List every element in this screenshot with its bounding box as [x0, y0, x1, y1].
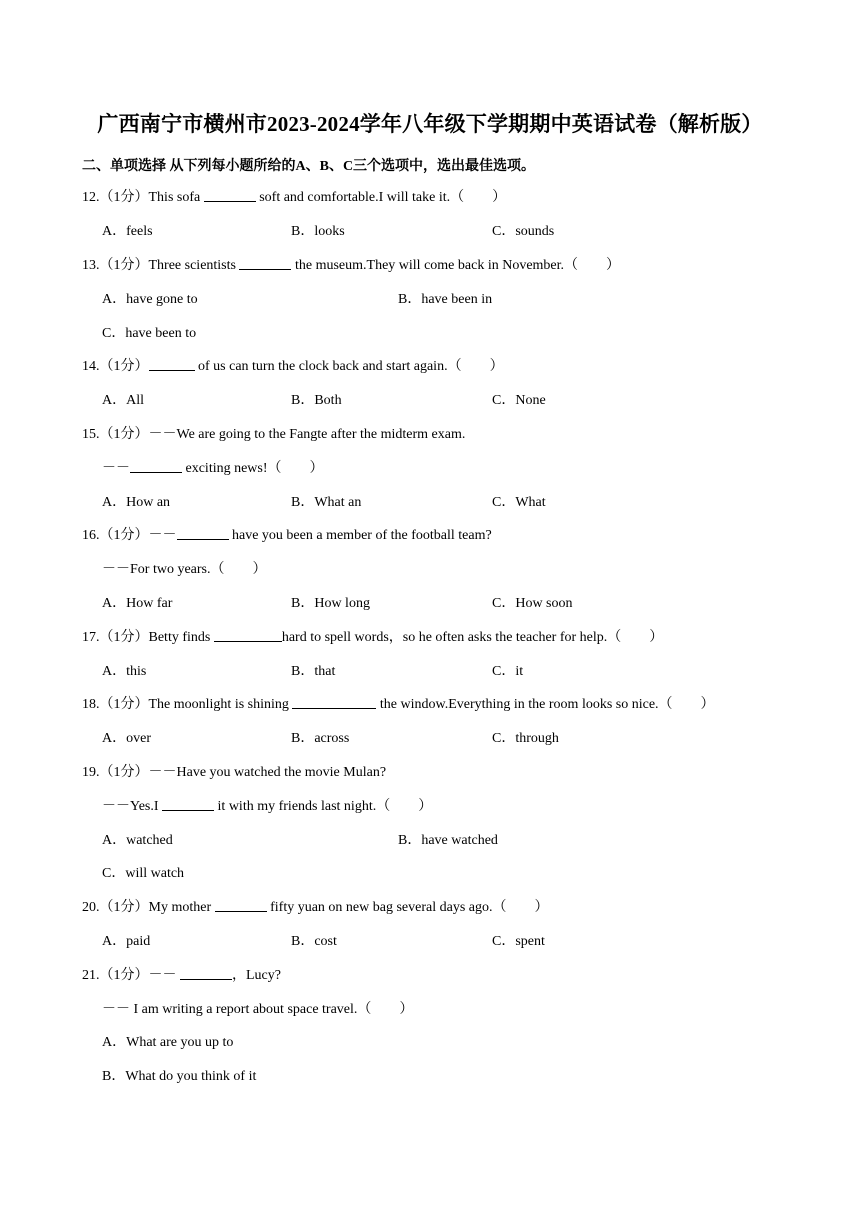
question-text: it with my friends last night.（ ）: [214, 799, 433, 814]
option-c[interactable]: C．have been to: [102, 326, 197, 341]
option-c[interactable]: C．through: [492, 731, 559, 746]
options-14: [102, 389, 782, 413]
option-b[interactable]: B．What an: [291, 495, 362, 510]
question-text: －－: [148, 528, 177, 543]
option-a[interactable]: A．How an: [102, 495, 171, 510]
options-19: [102, 829, 782, 853]
question-text: This sofa: [148, 190, 204, 205]
question-text: －－: [102, 461, 130, 476]
question-number: 12.（1分）: [82, 190, 149, 205]
answer-blank: [149, 356, 195, 371]
options-15: [102, 491, 782, 515]
question-number: 21.（1分）: [82, 968, 149, 983]
options-21: [102, 1031, 782, 1055]
option-b[interactable]: B．What do you think of it: [102, 1069, 257, 1084]
question-21-line2: [102, 998, 413, 1022]
option-b[interactable]: B．across: [291, 731, 350, 746]
answer-blank: [239, 255, 291, 270]
question-text: Three scientists: [148, 258, 240, 273]
question-text: My mother: [148, 900, 215, 915]
question-text: －－For two years.（ ）: [102, 562, 267, 577]
option-b[interactable]: B．that: [291, 664, 336, 679]
option-a[interactable]: A．watched: [102, 833, 173, 848]
options-19-row2: [102, 862, 782, 886]
option-a[interactable]: A．feels: [102, 224, 153, 239]
question-15: [82, 423, 465, 447]
question-text: the window.Everything in the room looks so nice.（ ）: [376, 697, 715, 712]
option-a[interactable]: A．this: [102, 664, 147, 679]
option-b[interactable]: B．How long: [291, 596, 370, 611]
question-text: The moonlight is shining: [148, 697, 293, 712]
question-19: [82, 761, 386, 785]
question-15-line2: [102, 457, 324, 481]
options-16: [102, 592, 782, 616]
question-17: [82, 626, 663, 650]
question-number: 16.（1分）: [82, 528, 149, 543]
option-c[interactable]: C．None: [492, 393, 546, 408]
option-b[interactable]: B．have watched: [398, 833, 498, 848]
question-text: exciting news!（ ）: [182, 461, 324, 476]
question-text: －－: [148, 968, 180, 983]
answer-blank: [162, 796, 214, 811]
option-a[interactable]: A．What are you up to: [102, 1035, 234, 1050]
option-a[interactable]: A．All: [102, 393, 144, 408]
question-number: 17.（1分）: [82, 630, 149, 645]
question-text: the museum.They will come back in November.（ ）: [291, 258, 621, 273]
question-16: [82, 524, 492, 548]
answer-blank: [177, 525, 229, 540]
option-c[interactable]: C．spent: [492, 934, 545, 949]
option-a[interactable]: A．have gone to: [102, 292, 198, 307]
question-12: [82, 186, 506, 210]
question-number: 14.（1分）: [82, 359, 149, 374]
question-14: [82, 355, 504, 379]
question-13: [82, 254, 620, 278]
question-number: 15.（1分）: [82, 427, 149, 442]
options-13-row2: [102, 322, 782, 346]
question-text: －－Have you watched the movie Mulan?: [148, 765, 387, 780]
option-a[interactable]: A．over: [102, 731, 151, 746]
question-18: [82, 693, 715, 717]
options-13: [102, 288, 782, 312]
page-title: 广西南宁市横州市2023-2024学年八年级下学期期中英语试卷（解析版）: [97, 112, 763, 136]
question-text: －－ I am writing a report about space travel.（ ）: [102, 1002, 414, 1017]
options-20: [102, 930, 782, 954]
question-text: Betty finds: [148, 630, 214, 645]
section-heading: 二、单项选择 从下列每小题所给的A、B、C三个选项中，选出最佳选项。: [82, 159, 536, 174]
question-19-line2: [102, 795, 432, 819]
option-b[interactable]: B．have been in: [398, 292, 493, 307]
options-18: [102, 727, 782, 751]
option-c[interactable]: C．sounds: [492, 224, 555, 239]
option-b[interactable]: B．Both: [291, 393, 342, 408]
option-a[interactable]: A．How far: [102, 596, 173, 611]
answer-blank: [204, 187, 256, 202]
question-text: ，Lucy?: [232, 968, 281, 983]
answer-blank: [180, 965, 232, 980]
question-text: －－We are going to the Fangte after the midterm exam.: [148, 427, 466, 442]
answer-blank: [130, 458, 182, 473]
answer-blank: [215, 897, 267, 912]
options-17: [102, 660, 782, 684]
options-12: [102, 220, 782, 244]
question-text: hard to spell words，so he often asks the teacher for help.（ ）: [281, 630, 664, 645]
option-b[interactable]: B．looks: [291, 224, 345, 239]
options-21-row2: [102, 1065, 782, 1089]
question-text: have you been a member of the football team?: [228, 528, 492, 543]
answer-blank: [214, 627, 282, 642]
question-number: 13.（1分）: [82, 258, 149, 273]
option-c[interactable]: C．How soon: [492, 596, 573, 611]
answer-blank: [292, 694, 376, 709]
question-20: [82, 896, 548, 920]
question-number: 19.（1分）: [82, 765, 149, 780]
question-21: [82, 964, 281, 988]
option-c[interactable]: C．will watch: [102, 866, 185, 881]
option-b[interactable]: B．cost: [291, 934, 337, 949]
question-number: 20.（1分）: [82, 900, 149, 915]
question-text: of us can turn the clock back and start again.（ ）: [194, 359, 504, 374]
question-number: 18.（1分）: [82, 697, 149, 712]
option-c[interactable]: C．What: [492, 495, 546, 510]
question-text: soft and comfortable.I will take it.（ ）: [255, 190, 507, 205]
option-c[interactable]: C．it: [492, 664, 524, 679]
question-text: fifty yuan on new bag several days ago.（ ）: [266, 900, 549, 915]
option-a[interactable]: A．paid: [102, 934, 151, 949]
question-text: －－Yes.I: [102, 799, 163, 814]
question-16-line2: [102, 558, 267, 582]
